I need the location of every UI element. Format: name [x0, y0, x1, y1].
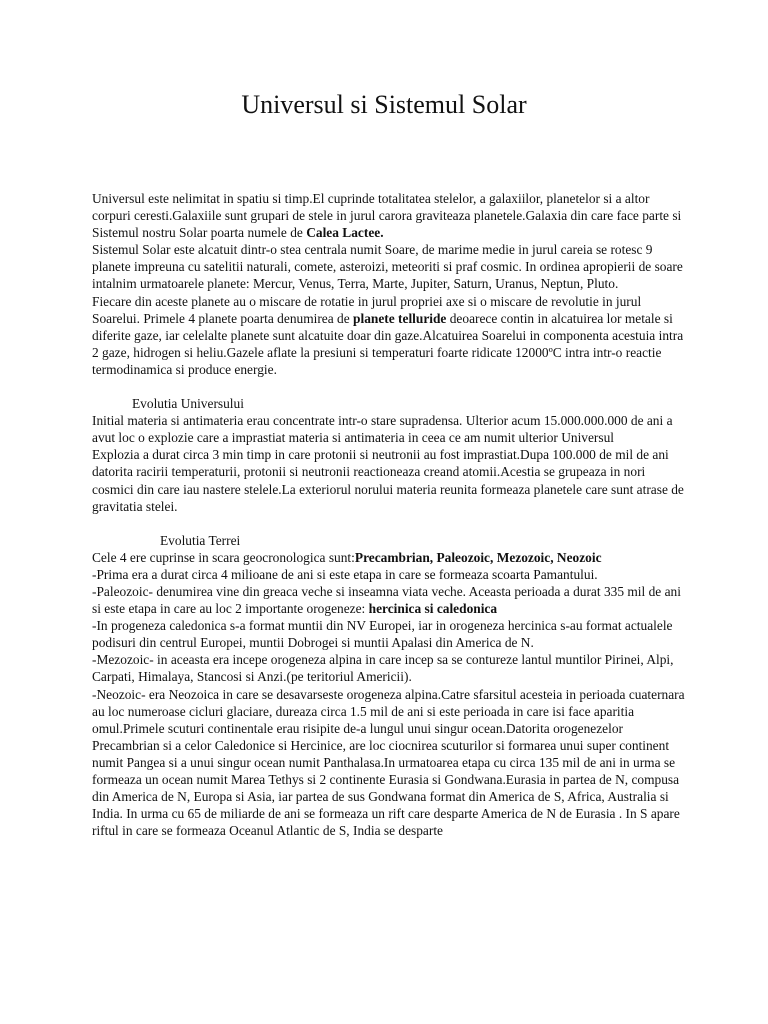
section-heading-universe: Evolutia Universului — [132, 396, 244, 412]
planets-paragraph — [92, 293, 688, 378]
paleozoic-text: -Paleozoic- denumirea vine din greaca veche si inseamna viata veche. Aceasta perioada a durat 335 mil de ani si este etapa in care au loc 2 importante orogeneze: — [92, 583, 681, 617]
earth-paragraph-mezozoic: -Mezozoic- in aceasta era incepe orogeneza alpina in care incep sa se contureze lantul muntilor Pirinei, Alpi, Carpati, Himalaya, Stancosi si Anzi.(pe teritoriul Americii). — [92, 652, 674, 685]
planets-bold-term: planete telluride — [353, 310, 447, 326]
intro-paragraph — [92, 190, 688, 241]
intro-text: Universul este nelimitat in spatiu si timp.El cuprinde totalitatea stelelor, a galaxiilor, planetelor si a altor corpuri ceresti.Galaxiile sunt grupari de stele in jurul carora graviteaza planetele.Galaxia din care face parte si Sistemul nostru Solar poarta numele de — [92, 191, 682, 241]
earth-paragraph-neozoic: -Neozoic- era Neozoica in care se desavarseste orogeneza alpina.Catre sfarsitul acesteia in perioada cuaternara au loc numeroase cicluri glaciare, dureaza circa 1.5 mil de ani si este perioada in care isi face aparitia omul.Primele scuturi continentale erau risipite de-a lungul unui singur ocean.Datorita orogenezelor Precambrian si a celor Caledonice si Hercinice, are loc ciocnirea scuturilor si formarea unui super continent numit Pangea si a unui singur ocean numit Panthalasa.In urmatoarea etapa cu circa 135 mil de ani in urma se formeaza un ocean numit Marea Tethys si 2 continente Eurasia si Gondwana.Eurasia in partea de N, compusa din America de N, Europa si Asia, iar partea de sus Gondwana format din America de S, Africa, Australia si India. In urma cu 65 de miliarde de ani se formeaza un rift care desparte America de N de Eurasia . In S apare riftul in care se formeaza Oceanul Atlantic de S, India se desparte — [92, 686, 685, 839]
universe-paragraph-2: Explozia a durat circa 3 min timp in care protonii si neutronii au fost imprastiat.Dupa 100.000 de mil de ani datorita racirii temperaturii, protonii si neutronii reactioneaza creand atomii.Acestia se grupeaza in nori cosmici din care iau nastere stelele.La exteriorul norului materia reunita formeaza planetele care sunt atrase de gravitatia stelei. — [92, 447, 684, 514]
eras-bold-list: Precambrian, Paleozoic, Mezozoic, Neozoic — [354, 549, 602, 565]
earth-paragraph-precambrian: -Prima era a durat circa 4 milioane de ani si este etapa in care se formeaza scoarta Pamantului. — [92, 566, 598, 582]
page-title: Universul si Sistemul Solar — [241, 90, 527, 119]
planets-text-b: deoarece contin in alcatuirea lor metale si diferite gaze, iar celelalte planete sunt alcatuite doar din gaze.Alcatuirea Soarelui in componenta acestuia intra 2 gaze, hidrogen si heliu.Gazele aflate la presiuni si temperaturi foarte ridicate 12000ºC intra intr-o reactie termodinamica si produce energie. — [92, 310, 684, 377]
universe-paragraph-1: Initial materia si antimateria erau concentrate intr-o stare supradensa. Ulterior acum 15.000.000.000 de ani a avut loc o explozie care a imprastiat materia si antimateria in ceea ce am numit ulterior Universul — [92, 413, 673, 446]
earth-paragraph-eras — [92, 549, 688, 566]
earth-paragraph-caledonian: -In progeneza caledonica s-a format muntii din NV Europei, iar in orogeneza hercinica s-au format actualele podisuri din centrul Europei, muntii Dobrogei si muntii Apalasi din America de N. — [92, 618, 673, 651]
earth-paragraph-paleozoic — [92, 583, 688, 617]
document-body — [92, 190, 688, 839]
solar-system-paragraph: Sistemul Solar este alcatuit dintr-o stea centrala numit Soare, de marime medie in jurul careia se rotesc 9 planete impreuna cu satelitii naturali, comete, asteroizi, meteoriti si praf cosmic. In ordinea apropierii de soare intalnim urmatoarele planete: Mercur, Venus, Terra, Marte, Jupiter, Saturn, Uranus, Neptun, Pluto. — [92, 242, 683, 292]
intro-bold-term: Calea Lactee. — [306, 225, 384, 241]
paleozoic-bold-term: hercinica si caledonica — [368, 601, 498, 617]
eras-text: Cele 4 ere cuprinse in scara geocronologica sunt: — [92, 549, 355, 565]
section-heading-earth: Evolutia Terrei — [160, 532, 241, 548]
planets-text-a: Fiecare din aceste planete au o miscare de rotatie in jurul propriei axe si o miscare de revolutie in jurul Soarelui. Primele 4 planete poarta denumirea de — [92, 293, 642, 326]
